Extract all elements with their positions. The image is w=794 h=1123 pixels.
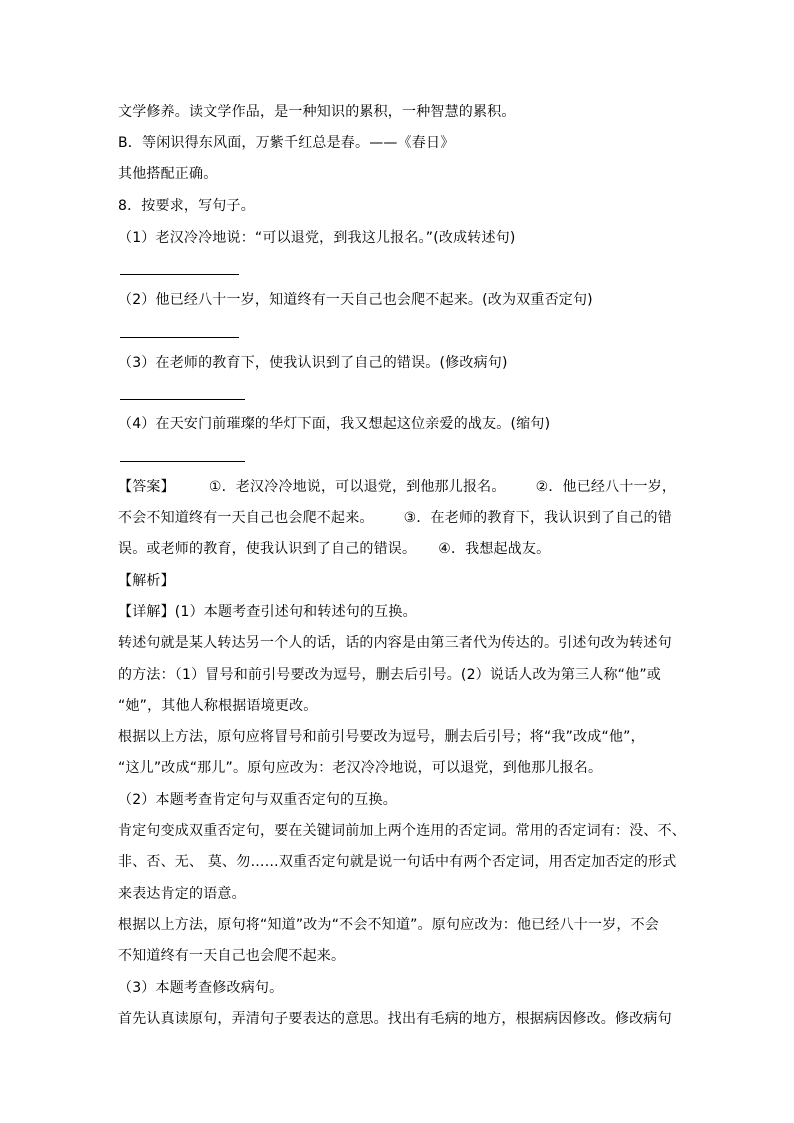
text-line: 其他搭配正确。 (118, 166, 218, 182)
analysis-line: 首先认真读原句，弄清句子要表达的意思。找出有毛病的地方，根据病因修改。修改病句 (118, 1011, 672, 1027)
analysis-line: 根据以上方法，原句将“知道”改为“不会不知道”。原句应改为：他已经八十一岁，不会 (118, 917, 660, 933)
answer-3-end: 误。或老师的教育，使我认识到了自己的错误。 (118, 541, 417, 557)
question-item-2: （2）他已经八十一岁，知道终有一天自己也会爬不起来。(改为双重否定句) (118, 292, 593, 308)
analysis-line: （2）本题考查肯定句与双重否定句的互换。 (118, 792, 397, 808)
answer-line (118, 539, 550, 559)
text-line: 文学修养。读文学作品，是一种知识的累积，一种智慧的累积。 (118, 104, 516, 120)
question-item-3: （3）在老师的教育下，使我认识到了自己的错误。(修改病句) (118, 355, 508, 371)
answer-blank-2 (120, 337, 239, 338)
answer-2-end: 不会不知道终有一天自己也会爬不起来。 (118, 510, 374, 526)
answer-1: ①．老汉冷冷地说，可以退党，到他那儿报名。 (208, 479, 506, 495)
question-item-1: （1）老汉冷冷地说：“可以退党，到我这儿报名。”(改成转述句) (118, 230, 516, 246)
analysis-line: 【详解】(1）本题考查引述句和转述句的互换。 (118, 604, 417, 620)
analysis-line: 转述句就是某人转达另一个人的话，话的内容是由第三者代为传达的。引述句改为转述句 (118, 635, 672, 651)
analysis-line: “她”，其他人称根据语境更改。 (118, 698, 318, 714)
answer-line (118, 477, 676, 497)
question-item-4: （4）在天安门前璀璨的华灯下面，我又想起这位亲爱的战友。(缩句) (118, 416, 551, 432)
answer-blank-3 (120, 399, 245, 400)
answer-2-start: ②．他已经八十一岁， (535, 479, 677, 495)
answer-blank-1 (120, 274, 239, 275)
analysis-line: 不知道终有一天自己也会爬不起来。 (118, 948, 346, 964)
analysis-line: 肯定句变成双重否定句，要在关键词前加上两个连用的否定词。常用的否定词有：没、不、 (118, 823, 686, 839)
answer-blank-4 (120, 461, 245, 462)
analysis-line: 来表达肯定的语意。 (118, 886, 246, 902)
analysis-line: 的方法：（1）冒号和前引号要改为逗号，删去后引号。(2）说话人改为第三人称“他”或 (118, 667, 661, 683)
analysis-line: 非、否、无、 莫、勿……双重否定句就是说一句话中有两个否定词，用否定加否定的形式 (118, 854, 677, 870)
answer-tag: 【答案】 (118, 479, 175, 495)
analysis-line: 根据以上方法，原句应将冒号和前引号要改为逗号，删去后引号；将“我”改成“他”， (118, 729, 645, 745)
analysis-line: “这儿”改成“那儿”。原句应改为：老汉冷冷地说，可以退党，到他那儿报名。 (118, 760, 603, 776)
answer-line (118, 508, 672, 528)
analysis-line: （3）本题考查修改病句。 (118, 980, 284, 996)
text-line: B．等闲识得东风面，万紫千红总是春。——《春日》 (118, 135, 455, 151)
question-heading: 8．按要求，写句子。 (118, 198, 255, 214)
answer-3-start: ③．在老师的教育下，我认识到了自己的错 (403, 510, 672, 526)
answer-4: ④．我想起战友。 (438, 541, 551, 557)
analysis-tag: 【解析】 (118, 573, 175, 589)
